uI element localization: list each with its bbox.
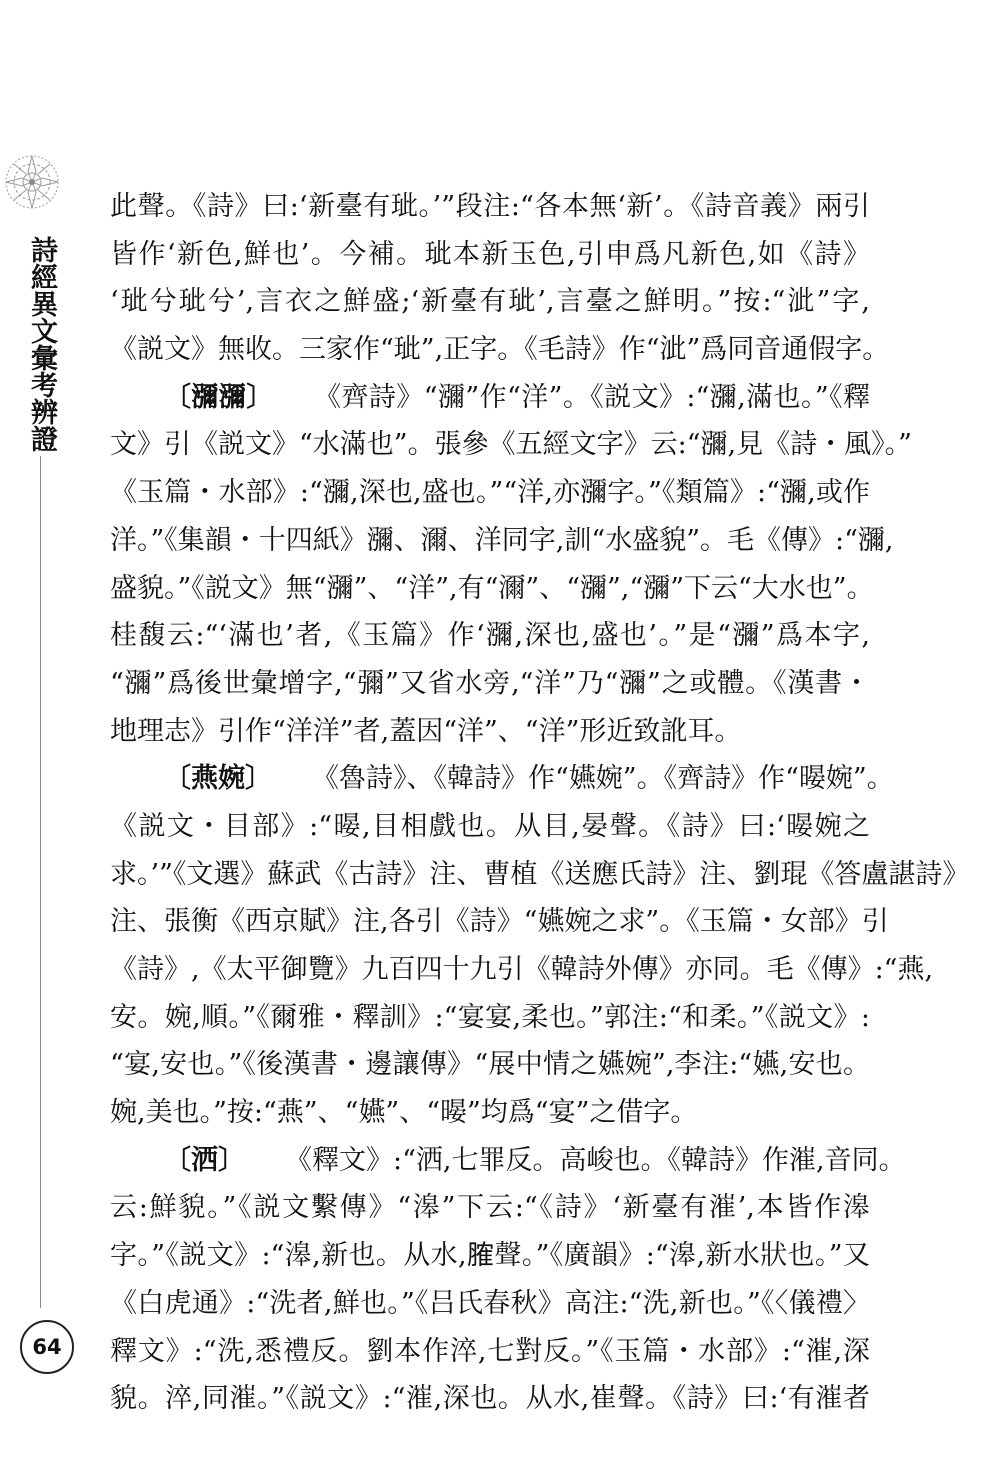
text-line: 地理志》引作“洋洋”者,蓋因“洋”、“洋”形近致訛耳。 bbox=[110, 715, 742, 747]
page-number: 64 bbox=[20, 1320, 74, 1374]
text-line: 文》引《説文》“水滿也”。張參《五經文字》云:“瀰,見《詩・風》。” bbox=[110, 429, 912, 461]
entry-first-line bbox=[110, 1137, 906, 1185]
entry-text: 《齊詩》“瀰”作“洋”。《説文》:“瀰,滿也。”《釋 bbox=[313, 381, 870, 413]
entry-text: 《魯詩》、《韓詩》作“嬿婉”。《齊詩》作“暥婉”。 bbox=[312, 763, 894, 795]
text-line: 注、張衡《西京賦》注,各引《詩》“嬿婉之求”。《玉篇・女部》引 bbox=[110, 906, 889, 938]
entry-first-line bbox=[110, 374, 870, 422]
entry-headword: 〔瀰瀰〕 bbox=[164, 381, 274, 413]
text-line: 《玉篇・水部》:“瀰,深也,盛也。”“洋,亦瀰字。”《類篇》:“瀰,或作 bbox=[110, 477, 870, 509]
text-line: “瀰”爲後世彙增字,“彌”又省水旁,“洋”乃“瀰”之或體。《漢書・ bbox=[110, 667, 870, 699]
entry-first-line bbox=[110, 755, 894, 803]
text-line: 皆作‘新色,鮮也’。今補。玼本新玉色,引申爲凡新色,如《詩》 bbox=[110, 238, 870, 270]
text-line: 云:鮮貌。”《説文繫傳》“滜”下云:“《詩》‘新臺有漼’,本皆作滜 bbox=[110, 1192, 870, 1224]
sidebar bbox=[0, 0, 85, 1478]
text-body bbox=[110, 183, 970, 1423]
text-line: 盛貌。”《説文》無“瀰”、“洋”,有“濔”、“瀰”,“瀰”下云“大水也”。 bbox=[110, 572, 874, 604]
text-line: 求。’”《文選》蘇武《古詩》注、曹植《送應氏詩》注、劉琨《答盧諶詩》 bbox=[110, 858, 970, 890]
text-line: 《詩》,《太平御覽》九百四十九引《韓詩外傳》亦同。毛《傳》:“燕, bbox=[110, 954, 934, 985]
text-line: 《説文・目部》:“暥,目相戲也。从目,晏聲。《詩》曰:‘暥婉之 bbox=[110, 810, 870, 842]
text-line: 貌。淬,同漼。”《説文》:“漼,深也。从水,崔聲。《詩》曰:‘有漼者 bbox=[110, 1383, 870, 1415]
text-line: 婉,美也。”按:“燕”、“嬿”、“暥”均爲“宴”之借字。 bbox=[110, 1097, 698, 1129]
text-line: 《説文》無收。三家作“玼”,正字。《毛詩》作“泚”爲同音通假字。 bbox=[110, 334, 890, 366]
floral-ornament-icon bbox=[2, 152, 62, 212]
book-title: 詩經異文彙考辨證 bbox=[26, 236, 57, 452]
text-line: 釋文》:“洗,悉禮反。劉本作淬,七對反。”《玉篇・水部》:“漼,深 bbox=[110, 1335, 870, 1367]
text-line: 字。”《説文》:“滜,新也。从水,𦞦聲。”《廣韻》:“滜,新水狀也。”又 bbox=[110, 1240, 870, 1272]
text-line: ‘玼兮玼兮’,言衣之鮮盛;‘新臺有玼’,言臺之鮮明。”按:“泚”字, bbox=[110, 286, 870, 318]
text-line: 此聲。《詩》曰:‘新臺有玼。’”段注:“各本無‘新’。《詩音義》兩引 bbox=[110, 191, 870, 222]
entry-headword: 〔洒〕 bbox=[164, 1144, 245, 1176]
entry-text: 《釋文》:“洒,七罪反。高峻也。《韓詩》作漼,音同。 bbox=[285, 1144, 906, 1176]
text-line: 安。婉,順。”《爾雅・釋訓》:“宴宴,柔也。”郭注:“和柔。”《説文》: bbox=[110, 1001, 870, 1033]
text-line: 洋。”《集韻・十四紙》瀰、濔、洋同字,訓“水盛貌”。毛《傳》:“瀰, bbox=[110, 524, 894, 556]
text-line: 桂馥云:“‘滿也’者,《玉篇》作‘瀰,深也,盛也’。”是“瀰”爲本字, bbox=[110, 620, 870, 652]
text-line: 《白虎通》:“洗者,鮮也。”《吕氏春秋》高注:“洗,新也。”《〈儀禮〉 bbox=[110, 1287, 870, 1319]
entry-headword: 〔燕婉〕 bbox=[164, 763, 272, 795]
text-line: “宴,安也。”《後漢書・邊讓傳》“展中情之嬿婉”,李注:“嬿,安也。 bbox=[110, 1049, 870, 1081]
sidebar-rule bbox=[40, 456, 41, 1308]
